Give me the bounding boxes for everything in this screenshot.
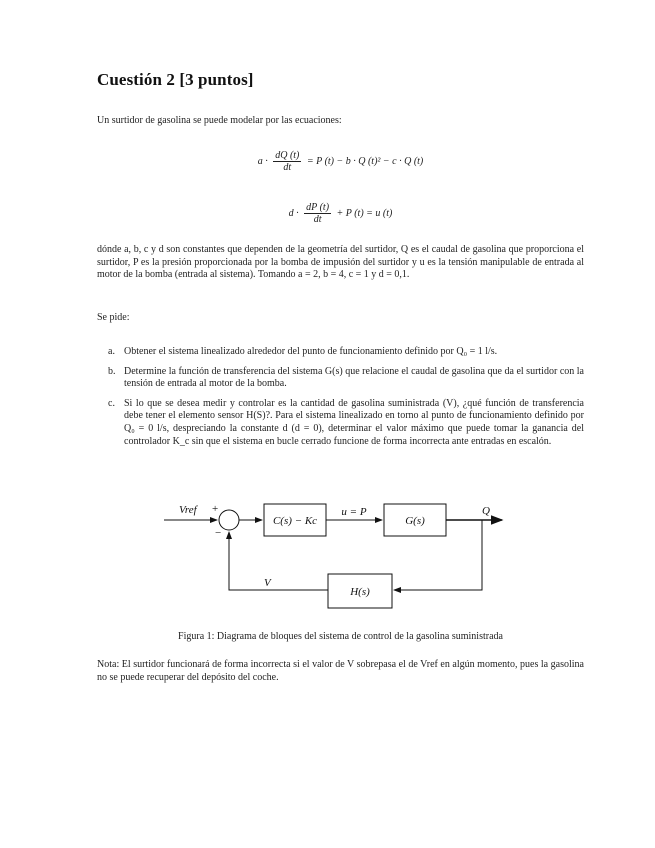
description-text: dónde a, b, c y d son constantes que dependen de la geometría del surtidor, Q es el caudal de gasolina que proporciona el surtidor, P es la presión proporcionada por la bomba de impusión del surtidor y u es la tensión manipulable de entrada al motor de la bomba (entrada al sistema). Tomando a = 2, b = 4, c = 1 y d = 0,1. [97,244,584,281]
eq1-denominator: dt [283,162,292,173]
list-item [108,346,584,359]
item-marker: b. [108,365,116,377]
eq2-numerator: dP (t) [306,202,330,213]
controller-label: C(s) − Kc [272,515,318,527]
eq1-right: = P (t) − b · Q (t)² − c · Q (t) [306,156,424,167]
question-title: Cuestión 2 [3 puntos] [97,70,254,89]
item-text: Determine la función de transferencia del sistema G(s) que relacione el caudal de gasolina que da el surtidor con la tensión de entrada al motor de la bomba. [124,365,584,390]
eq2-denominator: dt [313,214,322,225]
eq1-fraction [273,150,301,173]
note-text: Nota: El surtidor funcionará de forma incorrecta si el valor de V sobrepasa el de Vref en algún momento, pues la gasolina no se puede recuperar del depósito del coche. [97,659,584,683]
se-pide-text: Se pide: [97,312,130,323]
sensor-label: H(s) [350,586,370,598]
list-item [108,366,584,391]
output-label: Q [482,505,490,517]
item-marker: c. [108,397,115,409]
vref-label: Vref [179,504,197,516]
block-diagram [160,498,510,616]
eq2-fraction [304,202,331,225]
item-marker: a. [108,346,115,357]
plant-label: G(s) [405,515,425,527]
question-list [108,346,584,455]
plus-sign: + [212,503,219,515]
summing-junction [219,510,239,530]
feedback-signal-label: V [264,577,271,589]
item-text: Si lo que se desea medir y controlar es la cantidad de gasolina suministrada (V), ¿qué función de transferencia debe tener el elemento sensor H(S)?. Para el sistema linealizado en torno al punto de funcionamiento definido por Q₀ = 0 l/s, despreciando la constante d (d = 0), determinar el valor máximo que puede tomar la ganancia del controlador K_c sin que el sistema en bucle cerrado funcione de forma incorrecta ante entradas en escalón. [124,397,584,447]
equation-2 [97,202,584,225]
list-item [108,398,584,448]
intro-text: Un surtidor de gasolina se puede modelar por las ecuaciones: [97,115,342,126]
eq1-numerator: dQ (t) [275,150,300,161]
feedback-line-to-sensor [394,520,482,590]
figure-caption: Figura 1: Diagrama de bloques del sistema de control de la gasolina suministrada [178,631,503,642]
equation-1 [97,150,584,173]
minus-sign: − [215,527,222,539]
eq2-left: d · [288,208,299,219]
item-text: Obtener el sistema linealizado alrededor del punto de funcionamiento definido por Q₀ = 1 l/s. [124,346,498,357]
eq2-right: + P (t) = u (t) [336,208,393,219]
u-label: u = P [341,506,367,518]
eq1-left: a · [257,156,268,167]
feedback-line-to-junction [229,532,328,590]
